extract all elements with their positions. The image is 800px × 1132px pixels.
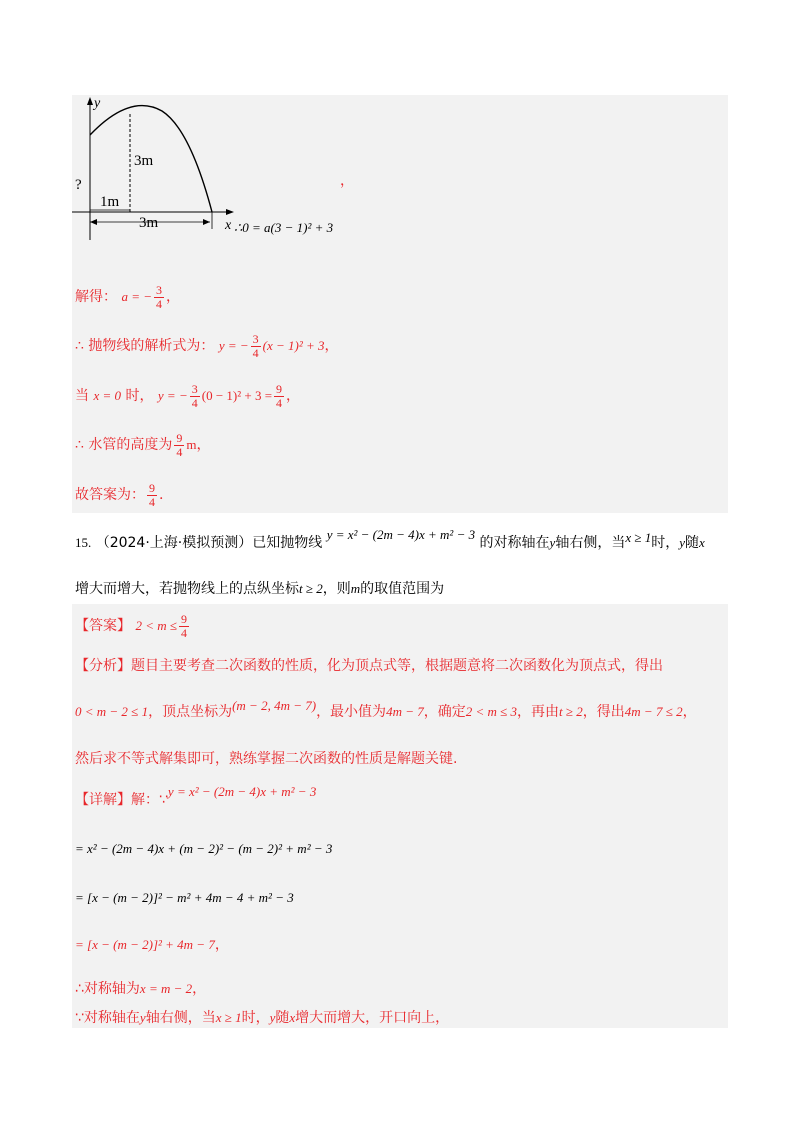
figure-y-label: y [94,96,101,111]
height-line: ∴ 水管的高度为 $\frac{9}{4}$ m， [75,431,211,459]
answer-label: 【答案】 [75,618,131,635]
analysis-line2: 0 < m − 2 ≤ 1，顶点坐标为(m − 2, 4m − 7)，最小值为4m − 7，确定2 < m ≤ 3，再由t ≥ 2，得出4m − 7 ≤ 2， [75,698,697,720]
detail-label: 【详解】 [75,792,131,808]
answer-15-line: 【答案】 2 < m ≤ $\frac{9}{4}$ [75,612,187,640]
figure-3m-label: 3m [139,215,159,231]
question-15-line1: 15. （2024·上海·模拟预测）已知抛物线 y = x² − (2m − 4)x + m² − 3 的对称轴在y轴右侧，当x ≥ 1时，y随x [75,527,705,551]
figure-equation: ∴0 = a(3 − 1)² + 3 [234,220,334,235]
parabola-figure [72,95,252,240]
answer-14-line: 故答案为： $\frac{9}{4}$ . [75,481,164,509]
analysis-line3: 然后求不等式解集即可，熟练掌握二次函数的性质是解题关键. [75,751,458,767]
figure-comma: ， [340,173,354,189]
figure-1m-label: 1m [100,194,120,210]
parabola-line: ∴ 抛物线的解析式为： y = − $\frac{3}{4}$ (x − 1)² + 3， [75,332,339,360]
analysis-line1: 【分析】题目主要考查二次函数的性质，化为顶点式等，根据题意将二次函数化为顶点式，得出 [75,658,663,674]
figure-question-label: ? [75,177,82,193]
solve-a-line: 解得： a = − $\frac{3}{4}$ ， [75,283,180,311]
analysis-label: 【分析】 [75,658,131,674]
because-line: ∵对称轴在y轴右侧，当x ≥ 1时，y随x增大而增大，开口向上， [75,1010,450,1026]
detail-eq3: = [x − (m − 2)]² + 4m − 7， [75,937,229,953]
detail-eq2: = [x − (m − 2)]² − m² + 4m − 4 + m² − 3 [75,890,294,905]
detail-eq1: = x² − (2m − 4)x + (m − 2)² − (m − 2)² + m² − 3 [75,841,333,856]
figure-x-label: x [225,218,232,233]
question-15-line2: 增大而增大，若抛物线上的点纵坐标t ≥ 2，则m的取值范围为 [75,581,445,597]
axis-line: ∴对称轴为x = m − 2， [75,981,207,997]
figure-height-label: 3m [134,153,154,169]
when-x0-line: 当 x = 0 时， y = − $\frac{3}{4}$ (0 − 1)² + 3 = $\frac{9}{4}$ ， [75,382,301,410]
detail-line0: 【详解】解：∵y = x² − (2m − 4)x + m² − 3 [75,784,317,808]
